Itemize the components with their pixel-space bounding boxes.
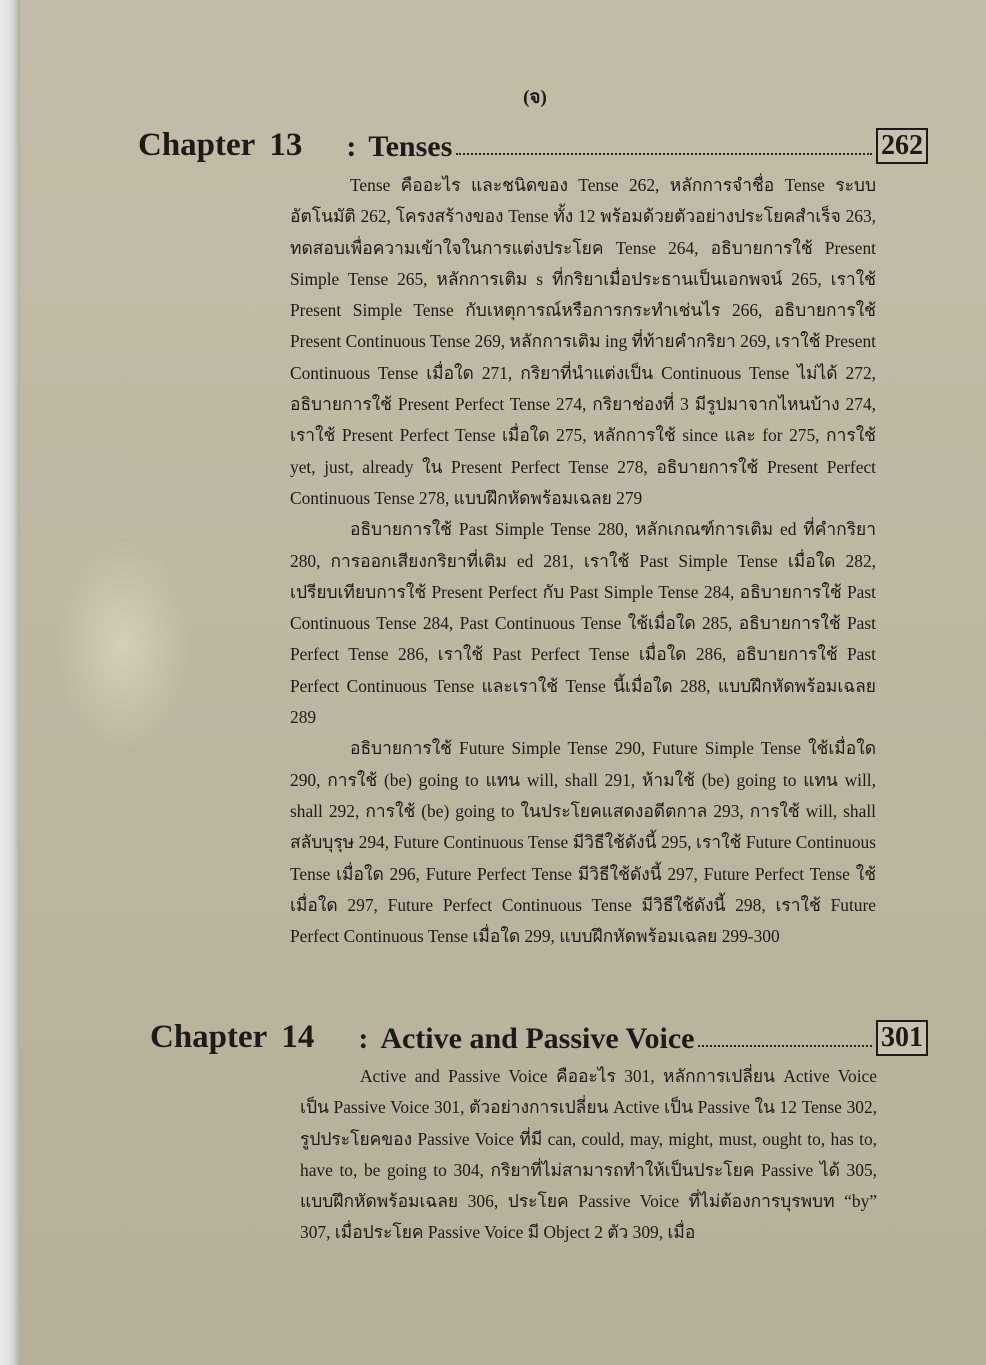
contents-paragraph: Tense คืออะไร และชนิดของ Tense 262, หลักการจำชื่อ Tense ระบบอัตโนมัติ 262, โครงสร้างของ Tense ทั้ง 12 พร้อมด้วยตัวอย่างประโยคสำเร็จ 263, ทดสอบเพื่อความเข้าใจในการแต่งประโยค Tense 264, อธิบายการใช้ Present Simple Tense 265, หลักการเติม s ที่กริยาเมื่อประธานเป็นเอกพจน์ 265, เราใช้ Present Simple Tense กับเหตุการณ์หรือการกระทำเช่นไร 266, อธิบายการใช้ Present Continuous Tense 269, หลักการเติม ing ที่ท้ายคำกริยา 269, เราใช้ Present Continuous Tense เมื่อใด 271, กริยาที่นำแต่งเป็น Continuous Tense ไม่ได้ 272, อธิบายการใช้ Present Perfect Tense 274, กริยาช่องที่ 3 มีรูปมาจากไหนบ้าง 274, เราใช้ Present Perfect Tense เมื่อใด 275, หลักการใช้ since และ for 275, การใช้ yet, just, already ใน Present Perfect Tense 278, อธิบายการใช้ Present Perfect Continuous Tense 278, แบบฝึกหัดพร้อมเฉลย 279: [290, 175, 876, 508]
dot-leader: [698, 1044, 872, 1047]
chapter-title: Active and Passive Voice: [380, 1022, 695, 1055]
chapter-page-number: 301: [876, 1020, 928, 1056]
dot-leader: [456, 152, 872, 155]
contents-paragraph: Active and Passive Voice คืออะไร 301, หลักการเปลี่ยน Active Voice เป็น Passive Voice 301, ตัวอย่างการเปลี่ยน Active เป็น Passive ใน 12 Tense 302, รูปประโยคของ Passive Voice ที่มี can, could, may, might, must, ought to, has to, have to, be going to 304, กริยาที่ไม่สามารถทำให้เป็นประโยค Passive ได้ 305, แบบฝึกหัดพร้อมเฉลย 306, ประโยค Passive Voice ที่ไม่ต้องการบุรพบท “by” 307, เมื่อประโยค Passive Voice มี Object 2 ตัว 309, เมื่อ: [300, 1066, 877, 1243]
chapter-14-heading: [150, 1016, 928, 1056]
chapter-title: Tenses: [368, 130, 453, 163]
contents-paragraph: อธิบายการใช้ Past Simple Tense 280, หลักเกณฑ์การเติม ed ที่คำกริยา 280, การออกเสียงกริยาที่เติม ed 281, เราใช้ Past Simple Tense เมื่อใด 282, เปรียบเทียบการใช้ Present Perfect กับ Past Simple Tense 284, อธิบายการใช้ Past Continuous Tense 284, Past Continuous Tense ใช้เมื่อใด 285, อธิบายการใช้ Past Perfect Tense 286, เราใช้ Past Perfect Tense เมื่อใด 286, อธิบายการใช้ Past Perfect Continuous Tense และเราใช้ Tense นี้เมื่อใด 288, แบบฝึกหัดพร้อมเฉลย 289: [290, 519, 876, 728]
paper-stain: [58, 540, 188, 750]
chapter-13-heading: [138, 124, 928, 164]
contents-paragraph: อธิบายการใช้ Future Simple Tense 290, Future Simple Tense ใช้เมื่อใด 290, การใช้ (be) going to แทน will, shall 291, ห้ามใช้ (be) going to แทน will, shall 292, การใช้ (be) going to ในประโยคแสดงอดีตกาล 293, การใช้ will, shall สลับบุรุษ 294, Future Continuous Tense มีวิธีใช้ดังนี้ 295, เราใช้ Future Continuous Tense เมื่อใด 296, Future Perfect Tense มีวิธีใช้ดังนี้ 297, Future Perfect Tense ใช้เมื่อใด 297, Future Perfect Continuous Tense มีวิธีใช้ดังนี้ 298, เราใช้ Future Perfect Continuous Tense เมื่อใด 299, แบบฝึกหัดพร้อมเฉลย 299-300: [290, 738, 876, 947]
chapter-label: Chapter: [150, 1019, 268, 1055]
book-spine-edge: [0, 0, 20, 1365]
chapter-14-contents: [300, 1061, 877, 1249]
chapter-number: 13: [269, 127, 303, 163]
chapter-separator: :: [346, 130, 357, 163]
chapter-separator: :: [358, 1022, 369, 1055]
chapter-number: 14: [281, 1019, 315, 1055]
chapter-label: Chapter: [138, 127, 256, 163]
page-number-label: (จ): [523, 87, 547, 108]
chapter-13-contents: [290, 170, 876, 952]
chapter-page-number: 262: [876, 128, 928, 164]
